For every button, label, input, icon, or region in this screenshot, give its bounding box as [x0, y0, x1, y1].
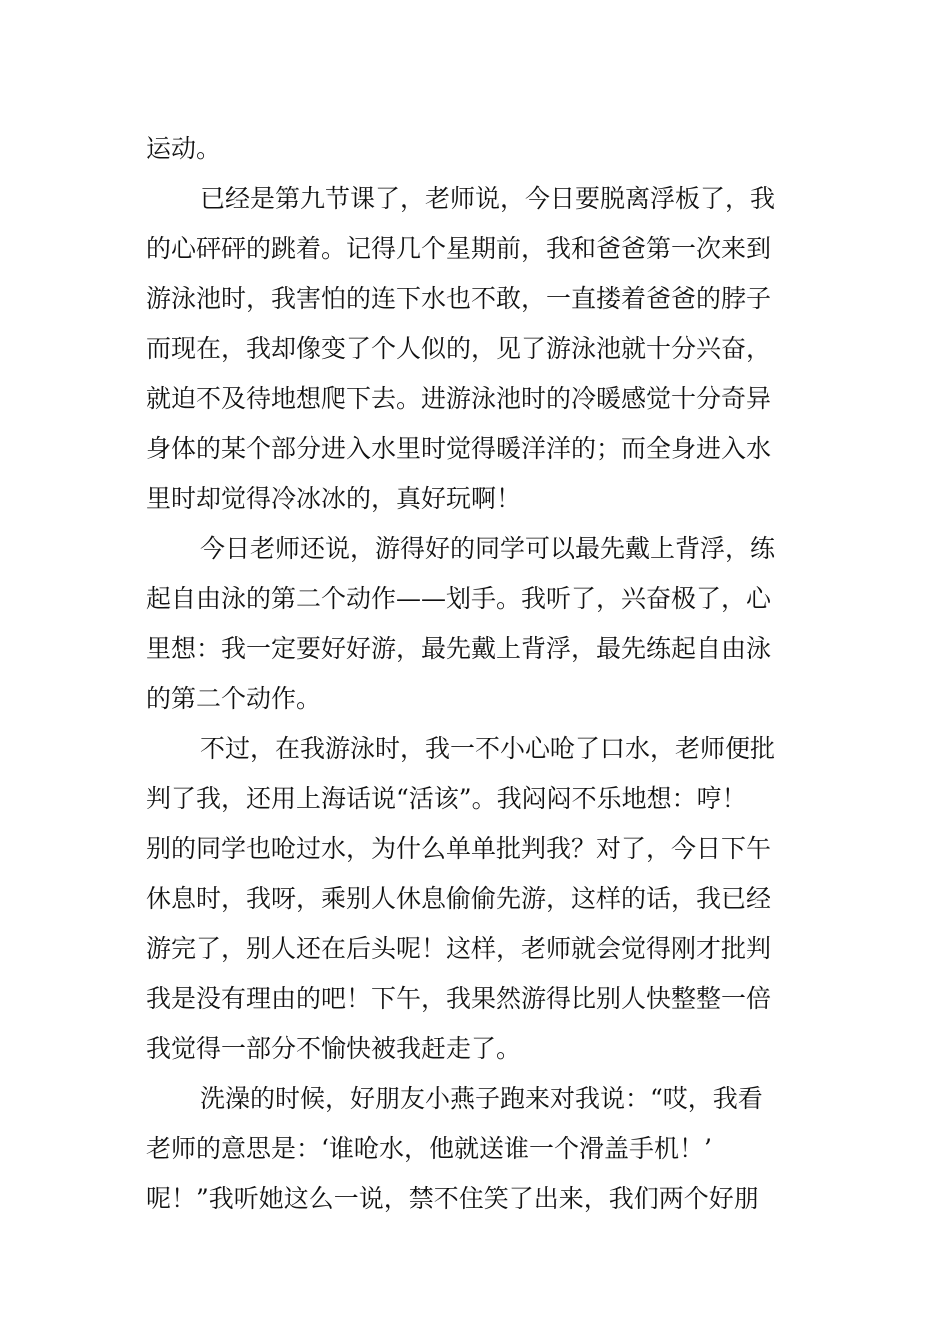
paragraph-first-line: 已经是第九节课了，老师说，今日要脱离浮板了，我	[200, 184, 776, 213]
text-line: 的第二个动作。	[146, 684, 322, 713]
text-line: 里想：我一定要好好游，最先戴上背浮，最先练起自由泳	[146, 634, 772, 663]
text-line: 起自由泳的第二个动作——划手。我听了，兴奋极了，心	[146, 584, 772, 613]
text-line: 别的同学也呛过水，为什么单单批判我？对了，今日下午	[146, 834, 772, 863]
text-line: 游完了，别人还在后头呢！这样，老师就会觉得刚才批判	[146, 934, 772, 963]
text-line: 身体的某个部分进入水里时觉得暖洋洋的；而全身进入水	[146, 434, 772, 463]
text-line: 运动。	[146, 134, 222, 163]
text-line: 而现在，我却像变了个人似的，见了游泳池就十分兴奋，	[146, 334, 772, 363]
article-body	[146, 124, 810, 1224]
paragraph-first-line: 洗澡的时候，好朋友小燕子跑来对我说：“哎，我看	[200, 1084, 763, 1113]
text-line: 呢！”我听她这么一说，禁不住笑了出来，我们两个好朋	[146, 1184, 759, 1213]
text-line: 的心砰砰的跳着。记得几个星期前，我和爸爸第一次来到	[146, 234, 772, 263]
paragraph-first-line: 不过，在我游泳时，我一不小心呛了口水，老师便批	[200, 734, 776, 763]
text-line: 里时却觉得冷冰冰的，真好玩啊！	[146, 484, 522, 513]
text-line: 游泳池时，我害怕的连下水也不敢，一直搂着爸爸的脖子	[146, 284, 772, 313]
text-line: 老师的意思是：‘谁呛水，他就送谁一个滑盖手机！’	[146, 1134, 712, 1163]
text-line: 我觉得一部分不愉快被我赶走了。	[146, 1034, 522, 1063]
text-line: 休息时，我呀，乘别人休息偷偷先游，这样的话，我已经	[146, 884, 772, 913]
paragraph-first-line: 今日老师还说，游得好的同学可以最先戴上背浮，练	[200, 534, 776, 563]
text-line: 就迫不及待地想爬下去。进游泳池时的冷暖感觉十分奇异	[146, 384, 772, 413]
text-line: 判了我，还用上海话说“活该”。我闷闷不乐地想：哼！	[146, 784, 747, 813]
text-line: 我是没有理由的吧！下午，我果然游得比别人快整整一倍	[146, 984, 772, 1013]
